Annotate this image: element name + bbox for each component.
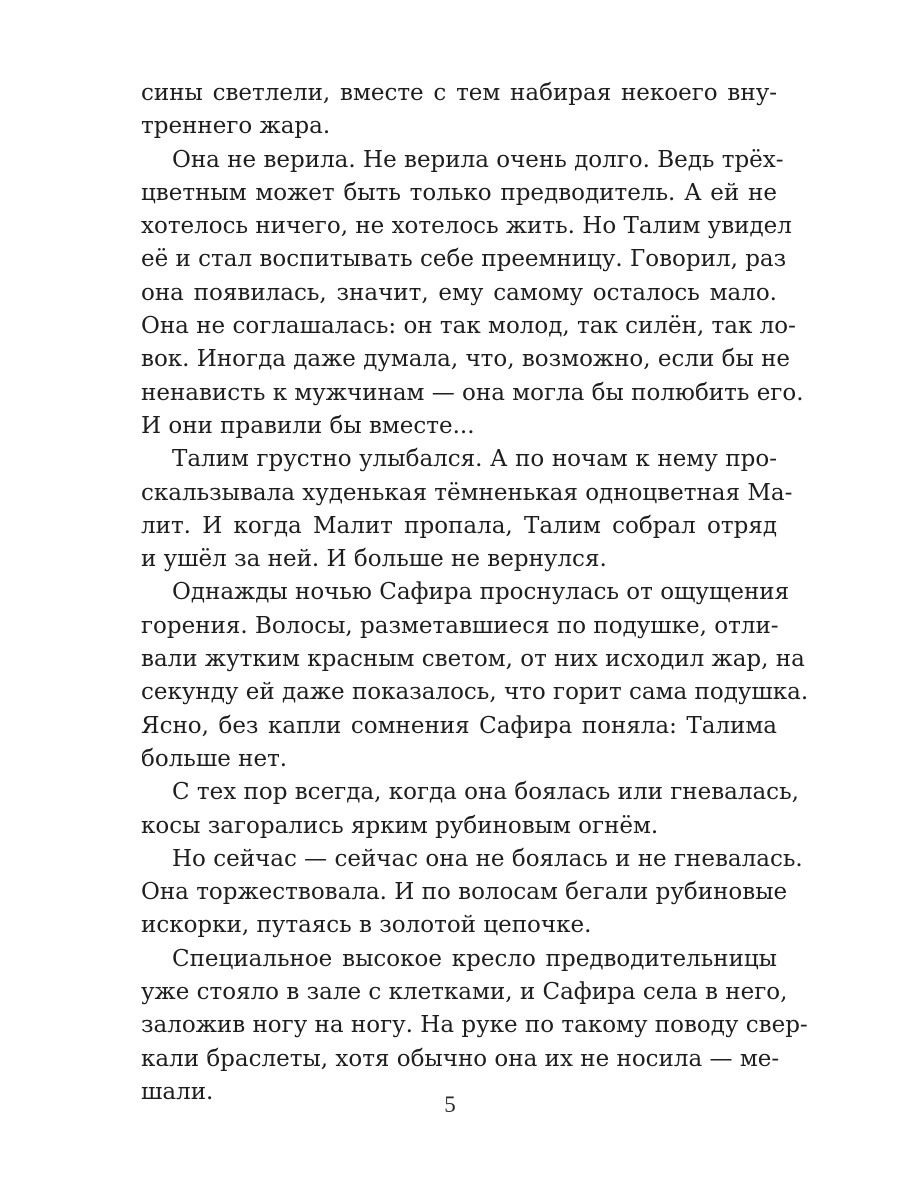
- text-line: Она не верила. Не верила очень долго. Ведь трёх-: [172, 146, 784, 173]
- text-line: хотелось ничего, не хотелось жить. Но Талим увидел: [141, 213, 792, 240]
- paragraph: [141, 77, 777, 144]
- text-line: горения. Волосы, разметавшиеся по подушке, отли-: [141, 612, 779, 639]
- text-line: лит. И когда Малит пропала, Талим собрал отряд: [141, 512, 777, 539]
- body-text: [141, 77, 809, 1109]
- text-line: Специальное высокое кресло предводительницы: [172, 945, 777, 972]
- text-line: Ясно, без капли сомнения Сафира поняла: Талима: [141, 712, 777, 739]
- text-line: её и стал воспитывать себе преемницу. Говорил, раз: [141, 246, 787, 273]
- page-number: 5: [444, 1092, 456, 1117]
- paragraph: [141, 576, 809, 776]
- text-line: косы загорались ярким рубиновым огнём.: [141, 812, 659, 839]
- paragraph: [141, 776, 799, 843]
- text-line: скальзывала худенькая тёмненькая одноцветная Ма-: [141, 479, 793, 506]
- text-line: ненависть к мужчинам — она могла бы полюбить его.: [141, 379, 804, 406]
- text-line: сины светлели, вместе с тем набирая некоего вну-: [141, 80, 777, 106]
- text-line: Талим грустно улыбался. А по ночам к нему про-: [172, 446, 777, 473]
- text-line: вок. Иногда даже думала, что, возможно, если бы не: [141, 346, 791, 373]
- text-line: искорки, путаясь в золотой цепочке.: [141, 912, 592, 939]
- text-line: и ушёл за ней. И больше не вернулся.: [141, 546, 607, 573]
- text-line: кали браслеты, хотя обычно она их не носила — ме-: [141, 1045, 780, 1072]
- text-line: Но сейчас — сейчас она не боялась и не гневалась.: [172, 845, 803, 872]
- paragraph: [141, 943, 808, 1109]
- text-line: она появилась, значит, ему самому осталось мало.: [141, 279, 777, 306]
- text-line: шали.: [141, 1078, 214, 1105]
- text-line: Она торжествовала. И по волосам бегали рубиновые: [141, 879, 788, 906]
- text-line: С тех пор всегда, когда она боялась или гневалась,: [172, 779, 799, 806]
- paragraph: [141, 443, 793, 576]
- text-line: заложив ногу на ногу. На руке по такому поводу свер-: [141, 1012, 808, 1039]
- paragraph: [141, 144, 804, 444]
- text-line: секунду ей даже показалось, что горит сама подушка.: [141, 679, 809, 706]
- paragraph: [141, 843, 803, 943]
- text-line: вали жутким красным светом, от них исходил жар, на: [141, 646, 805, 673]
- text-line: уже стояло в зале с клетками, и Сафира села в него,: [141, 979, 788, 1006]
- text-line: Однажды ночью Сафира проснулась от ощущения: [172, 579, 790, 606]
- text-line: больше нет.: [141, 745, 288, 772]
- text-line: треннего жара.: [141, 113, 331, 140]
- text-line: цветным может быть только предводитель. А ей не: [141, 179, 777, 206]
- text-line: И они правили бы вместе...: [141, 412, 475, 439]
- text-line: Она не соглашалась: он так молод, так силён, так ло-: [141, 313, 796, 340]
